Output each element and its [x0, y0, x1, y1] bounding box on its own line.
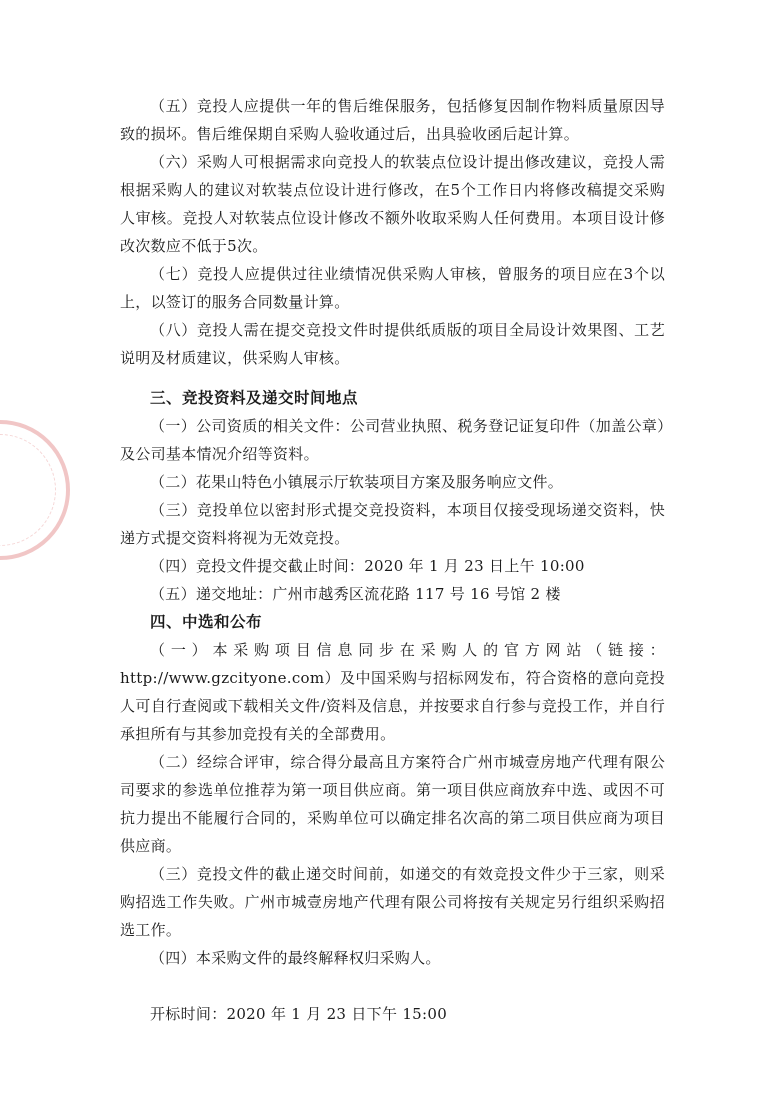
opening-time: 开标时间：2020 年 1 月 23 日下午 15:00: [150, 1005, 448, 1023]
section-3-item-2: （二）花果山特色小镇展示厅软装项目方案及服务响应文件。: [150, 473, 564, 491]
section-3-item-1: （一）公司资质的相关文件：公司营业执照、税务登记证复印件（加盖公章）及公司基本情况介绍等资料。: [120, 417, 665, 463]
clause-8-paragraph: （八）竞投人需在提交竞投文件时提供纸质版的项目全局设计效果图、工艺说明及材质建议，供采购人审核。: [120, 321, 665, 367]
section-4-heading: 四、中选和公布: [150, 613, 263, 631]
clause-7-paragraph: （七）竞投人应提供过往业绩情况供采购人审核，曾服务的项目应在3个以上，以签订的服务合同数量计算。: [120, 265, 665, 311]
section-3-heading: 三、竞投资料及递交时间地点: [150, 389, 359, 407]
red-seal-stamp: [0, 420, 70, 560]
section-4-item-2: （二）经综合评审，综合得分最高且方案符合广州市城壹房地产代理有限公司要求的参选单位推荐为第一项目供应商。第一项目供应商放弃中选、或因不可抗力提出不能履行合同的，采购单位可以确定排名次高的第二项目供应商为项目供应商。: [120, 753, 665, 855]
section-3-item-4: （四）竞投文件提交截止时间：2020 年 1 月 23 日上午 10:00: [150, 557, 585, 575]
seal-inner-ring: [0, 434, 56, 546]
section-3-item-5: （五）递交地址：广州市越秀区流花路 117 号 16 号馆 2 楼: [150, 585, 561, 603]
section-3-item-3: （三）竞投单位以密封形式提交竞投资料，本项目仅接受现场递交资料，快递方式提交资料将视为无效竞投。: [120, 501, 665, 547]
section-4-item-1: （一）本采购项目信息同步在采购人的官方网站（链接：http://www.gzcityone.com）及中国采购与招标网发布，符合资格的意向竞投人可自行查阅或下载相关文件/资料及信息，并按要求自行参与竞投工作，并自行承担所有与其参加竞投有关的全部费用。: [120, 641, 665, 743]
section-4-item-3: （三）竞投文件的截止递交时间前，如递交的有效竞投文件少于三家，则采购招选工作失败。广州市城壹房地产代理有限公司将按有关规定另行组织采购招选工作。: [120, 865, 665, 939]
clause-6-paragraph: （六）采购人可根据需求向竞投人的软装点位设计提出修改建议，竞投人需根据采购人的建议对软装点位设计进行修改，在5个工作日内将修改稿提交采购人审核。竞投人对软装点位设计修改不额外收取采购人任何费用。本项目设计修改次数应不低于5次。: [120, 153, 665, 255]
section-4-item-4: （四）本采购文件的最终解释权归采购人。: [150, 949, 441, 967]
clause-5-paragraph: （五）竞投人应提供一年的售后维保服务，包括修复因制作物料质量原因导致的损坏。售后维保期自采购人验收通过后，出具验收函后起计算。: [120, 97, 665, 143]
